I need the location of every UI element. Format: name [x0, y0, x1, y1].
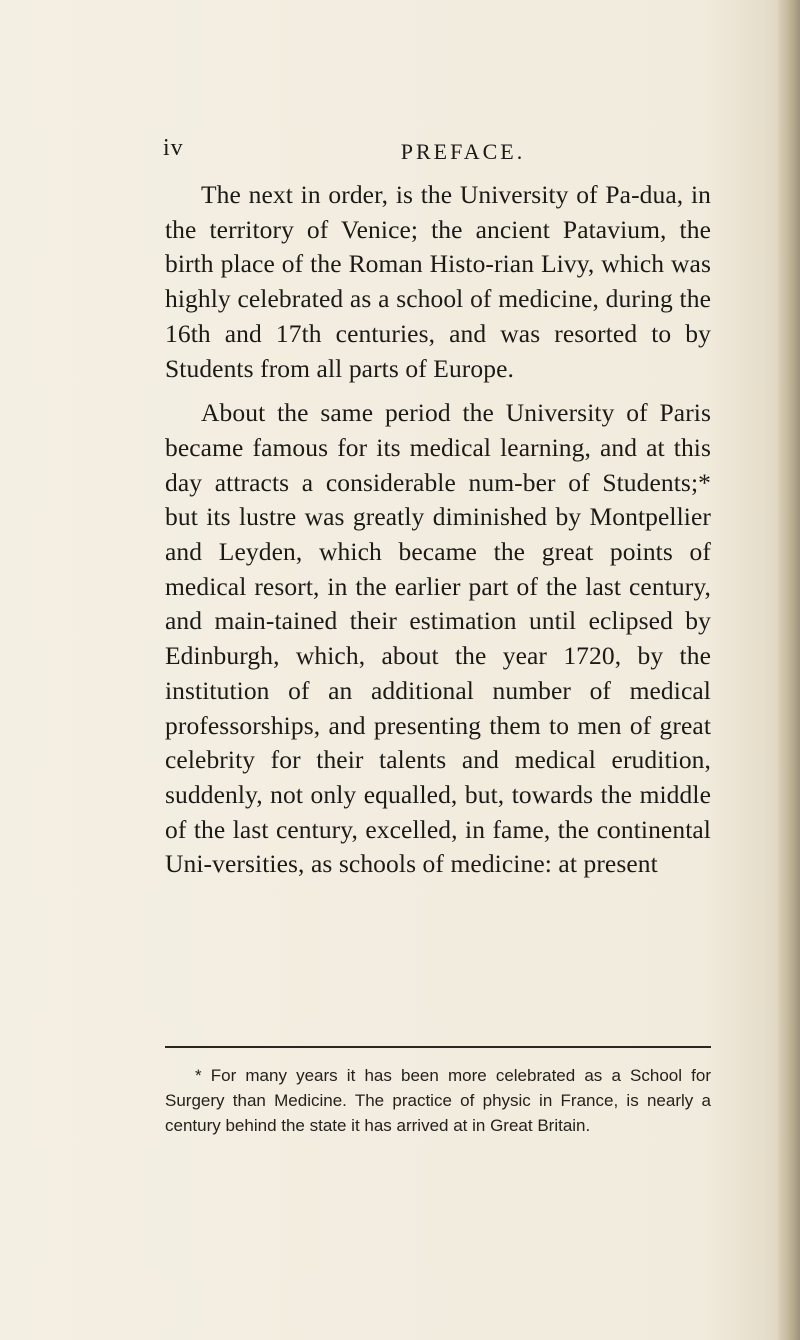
paragraph-padua: The next in order, is the University of Pa-dua, in the territory of Venice; the ancient Patavium, the birth place of the Roman Histo-rian Livy, which was highly celebrated as a school of medicine, during the 16th and 17th centuries, and was resorted to by Students from all parts of Europe. [165, 180, 711, 383]
paragraph-paris: About the same period the University of Paris became famous for its medical learning, and at this day attracts a considerable num-ber of Students;* but its lustre was greatly diminished by Montpellier and Leyden, which became the great points of medical resort, in the earlier part of the last century, and main-tained their estimation until eclipsed by Edinburgh, which, about the year 1720, by the institution of an additional number of medical professorships, and presenting them to men of great celebrity for their talents and medical erudition, suddenly, not only equalled, but, towards the middle of the last century, excelled, in fame, the continental Uni-versities, as schools of medicine: at present [165, 398, 711, 879]
page-binding-edge [778, 0, 800, 1340]
page-heading: PREFACE. [400, 139, 526, 164]
page-number: iv [163, 135, 184, 161]
footnote: * For many years it has been more celebrated as a School for Surgery than Medicine. The practice of physic in France, is nearly a century behind the state it has arrived at in Great Britain. [165, 1066, 711, 1135]
running-head [163, 135, 723, 175]
body-text [165, 178, 711, 882]
footnote-divider [165, 1046, 711, 1048]
